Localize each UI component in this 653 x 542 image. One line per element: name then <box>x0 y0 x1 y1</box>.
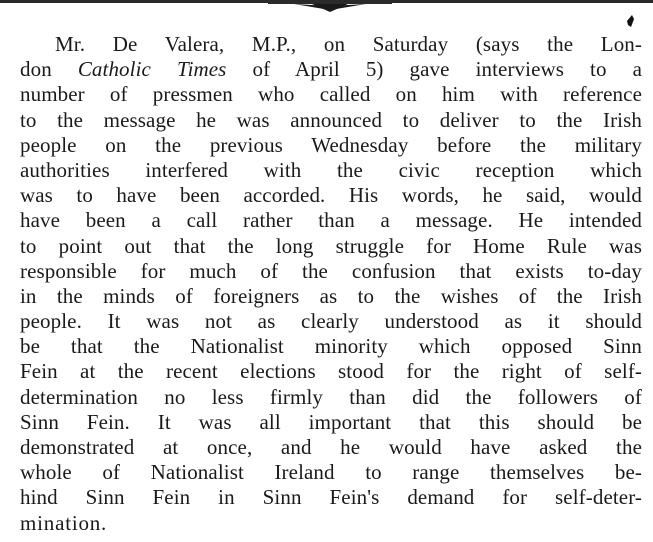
text-line <box>20 359 642 384</box>
text-run: people. It was not as clearly understood as it should <box>20 309 642 334</box>
text-line <box>20 284 642 309</box>
text-line <box>20 334 642 359</box>
text-line <box>20 108 642 133</box>
text-line <box>20 460 642 485</box>
text-line <box>20 435 642 460</box>
text-run: people on the previous Wednesday before the military <box>20 132 642 157</box>
text-line <box>20 208 642 233</box>
text-run: don <box>20 57 78 82</box>
text-run: was to have been accorded. His words, he said, would <box>20 183 642 208</box>
text-run: number of pressmen who called on him with reference <box>20 82 642 107</box>
text-line <box>20 57 642 82</box>
text-line <box>20 485 642 510</box>
text-line <box>20 158 642 183</box>
text-run: demonstrated at once, and he would have asked the <box>20 435 642 459</box>
text-run: responsible for much of the confusion that exists to-day <box>20 258 642 283</box>
column-divider-ornament-icon <box>268 1 392 13</box>
text-run: in the minds of foreigners as to the wishes of the Irish <box>20 283 642 308</box>
text-run: mination. <box>20 510 108 535</box>
text-run: authorities interfered with the civic reception which <box>20 157 642 182</box>
text-run: Sinn Fein. It was all important that this should be <box>20 409 642 434</box>
text-run: have been a call rather than a message. He intended <box>20 208 642 233</box>
ink-speck-icon <box>627 15 634 27</box>
text-run: of April 5) gave interviews to a <box>226 57 643 82</box>
text-run: whole of Nationalist Ireland to range themselves be- <box>20 460 642 485</box>
article-body <box>20 32 642 536</box>
text-run: determination no less firmly than did the followers of <box>20 384 642 409</box>
text-run: Fein at the recent elections stood for the right of self- <box>20 359 642 384</box>
text-run: to point out that the long struggle for Home Rule was <box>20 233 642 258</box>
text-line <box>20 32 642 57</box>
text-line <box>20 410 642 435</box>
text-run: hind Sinn Fein in Sinn Fein's demand for self-deter- <box>20 485 642 510</box>
text-line <box>20 309 642 334</box>
publication-title: Catholic Times <box>77 57 227 82</box>
text-line <box>20 234 642 259</box>
text-line <box>20 183 642 208</box>
text-line <box>20 259 642 284</box>
text-line <box>20 133 642 158</box>
text-run: be that the Nationalist minority which opposed Sinn <box>20 334 642 359</box>
text-line <box>20 511 642 536</box>
text-line <box>20 385 642 410</box>
text-run: to the message he was announced to deliver to the Irish <box>20 107 642 132</box>
text-run: Mr. De Valera, M.P., on Saturday (says the Lon- <box>55 32 642 56</box>
text-line <box>20 82 642 107</box>
